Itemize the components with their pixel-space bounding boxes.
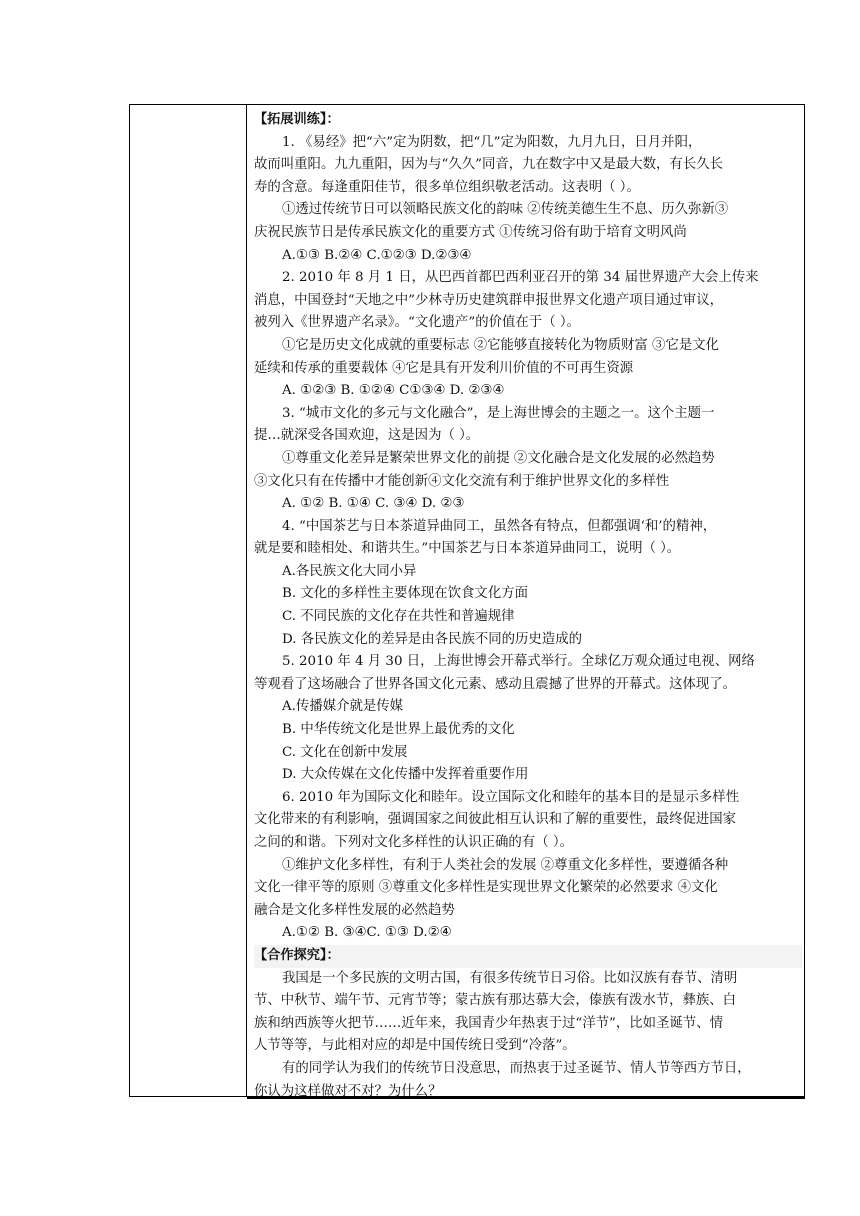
question-5 <box>254 651 802 787</box>
explore-line: 我国是一个多民族的文明古国，有很多传统节日习俗。比如汉族有春节、清明 <box>282 970 738 986</box>
q6-answer-options: A.①② B. ③④C. ①③ D.②④ <box>282 925 452 941</box>
q1-line: 寿的含意。每逢重阳佳节，很多单位组织敬老活动。这表明（ ）。 <box>254 179 640 195</box>
left-label-cell <box>130 105 247 1096</box>
explore-line: 节、中秋节、端午节、元宵节等；蒙古族有那达慕大会，傣族有泼水节，彝族、白 <box>254 993 737 1009</box>
q5-line: 等观看了这场融合了世界各国文化元素、感动且震撼了世界的开幕式。这体现了。 <box>254 676 737 692</box>
q5-option-d: D. 大众传媒在文化传播中发挥着重要作用 <box>282 767 529 783</box>
q1-line: 庆祝民族节日是传承民族文化的重要方式 ①传统习俗有助于培育文明风尚 <box>254 224 687 240</box>
q6-line: 之问的和谐。下列对文化多样性的认识正确的有（ ）。 <box>254 835 573 850</box>
q1-answer-options: A.①③ B.②④ C.①②③ D.②③④ <box>282 247 472 263</box>
content-cell <box>254 109 802 1103</box>
q3-line: ③文化只有在传播中才能创新④文化交流有利于维护世界文化的多样性 <box>254 473 670 489</box>
q1-line: 故而叫重阳。九九重阳，因为与“久久”同音，九在数字中又是最大数，有长久长 <box>254 157 723 173</box>
q3-answer-options: A. ①② B. ①④ C. ③④ D. ②③ <box>282 496 465 512</box>
q6-line: 6. 2010 年为国际文化和睦年。设立国际文化和睦年的基本目的是显示多样性 <box>282 789 740 805</box>
q2-line: ①它是历史文化成就的重要标志 ②它能够直接转化为物质财富 ③它是文化 <box>282 337 720 353</box>
cooperation-heading: 【合作探究】： <box>254 945 802 968</box>
q5-option-c: C. 文化在创新中发展 <box>282 744 408 760</box>
extension-heading: 【拓展训练】： <box>254 112 340 127</box>
q2-answer-options: A. ①②③ B. ①②④ C①③④ D. ②③④ <box>282 383 505 399</box>
question-3 <box>254 403 802 516</box>
question-4 <box>254 516 802 652</box>
q4-line: 4. “中国茶艺与日本茶道异曲同工，虽然各有特点，但都强调‘和’的精神， <box>282 518 717 534</box>
q4-option-b: B. 文化的多样性主要体现在饮食文化方面 <box>282 586 528 602</box>
q5-line: 5. 2010 年 4 月 30 日，上海世博会开幕式举行。全球亿万观众通过电视、网络 <box>282 654 755 670</box>
q1-line: 1. 《易经》把“六”定为阴数，把“几”定为阳数，九月九日，日月并阳， <box>282 134 702 150</box>
q4-line: 就是要和睦相处、和谐共生。”中国茶艺与日本茶道异曲同工，说明（ ）。 <box>254 541 681 557</box>
q5-option-b: B. 中华传统文化是世界上最优秀的文化 <box>282 722 515 738</box>
explore-question-line: 你认为这样做对不对？为什么？ <box>254 1083 442 1099</box>
q6-line: 融合是文化多样性发展的必然趋势 <box>254 902 455 918</box>
q2-line: 消息，中国登封“天地之中”少林寺历史建筑群申报世界文化遗产项目通过审议， <box>254 292 723 308</box>
q2-line: 2. 2010 年 8 月 1 日，从巴西首都巴西利亚召开的第 34 届世界遗产大会上传来 <box>282 270 759 286</box>
explore-line: 族和纳西族等火把节……近年来，我国青少年热衷于过“洋节”，比如圣诞节、情 <box>254 1015 723 1031</box>
explore-line: 人节等等，与此相对应的却是中国传统日受到“冷落”。 <box>254 1038 576 1054</box>
q1-line: ①透过传统节日可以领略民族文化的韵味 ②传统美德生生不息、历久弥新③ <box>282 202 729 218</box>
q2-line: 被列入《世界遗产名录》。“文化遗产”的价值在于（ ）。 <box>254 315 580 331</box>
q3-line: ①尊重文化差异是繁荣世界文化的前提 ②文化融合是文化发展的必然趋势 <box>282 450 715 466</box>
q3-line: 提…就深受各国欢迎，这是因为（ ）。 <box>254 428 480 444</box>
q4-option-a: A.各民族文化大同小异 <box>282 563 417 579</box>
question-6 <box>254 787 802 945</box>
q3-line: 3. “城市文化的多元与文化融合”，是上海世博会的主题之一。这个主题一 <box>282 405 715 421</box>
explore-question-line: 有的同学认为我们的传统节日没意思，而热衷于过圣诞节、情人节等西方节日， <box>282 1060 751 1076</box>
q4-option-c: C. 不同民族的文化存在共性和普遍规律 <box>282 609 515 625</box>
q6-line: ①维护文化多样性，有利于人类社会的发展 ②尊重文化多样性，要遵循各种 <box>282 857 729 873</box>
question-1 <box>254 132 802 268</box>
q6-line: 文化一律平等的原则 ③尊重文化多样性是实现世界文化繁荣的必然要求 ④文化 <box>254 880 718 896</box>
q4-option-d: D. 各民族文化的差异是由各民族不同的历史造成的 <box>282 631 582 647</box>
question-2 <box>254 267 802 403</box>
q5-option-a: A.传播媒介就是传媒 <box>282 699 404 715</box>
q6-line: 文化带来的有利影响，强调国家之间彼此相互认识和了解的重要性，最终促进国家 <box>254 812 737 828</box>
q2-line: 延续和传承的重要载体 ④它是具有开发利川价值的不可再生资源 <box>254 360 634 376</box>
worksheet-table <box>129 104 805 1097</box>
explore-passage <box>254 968 802 1104</box>
